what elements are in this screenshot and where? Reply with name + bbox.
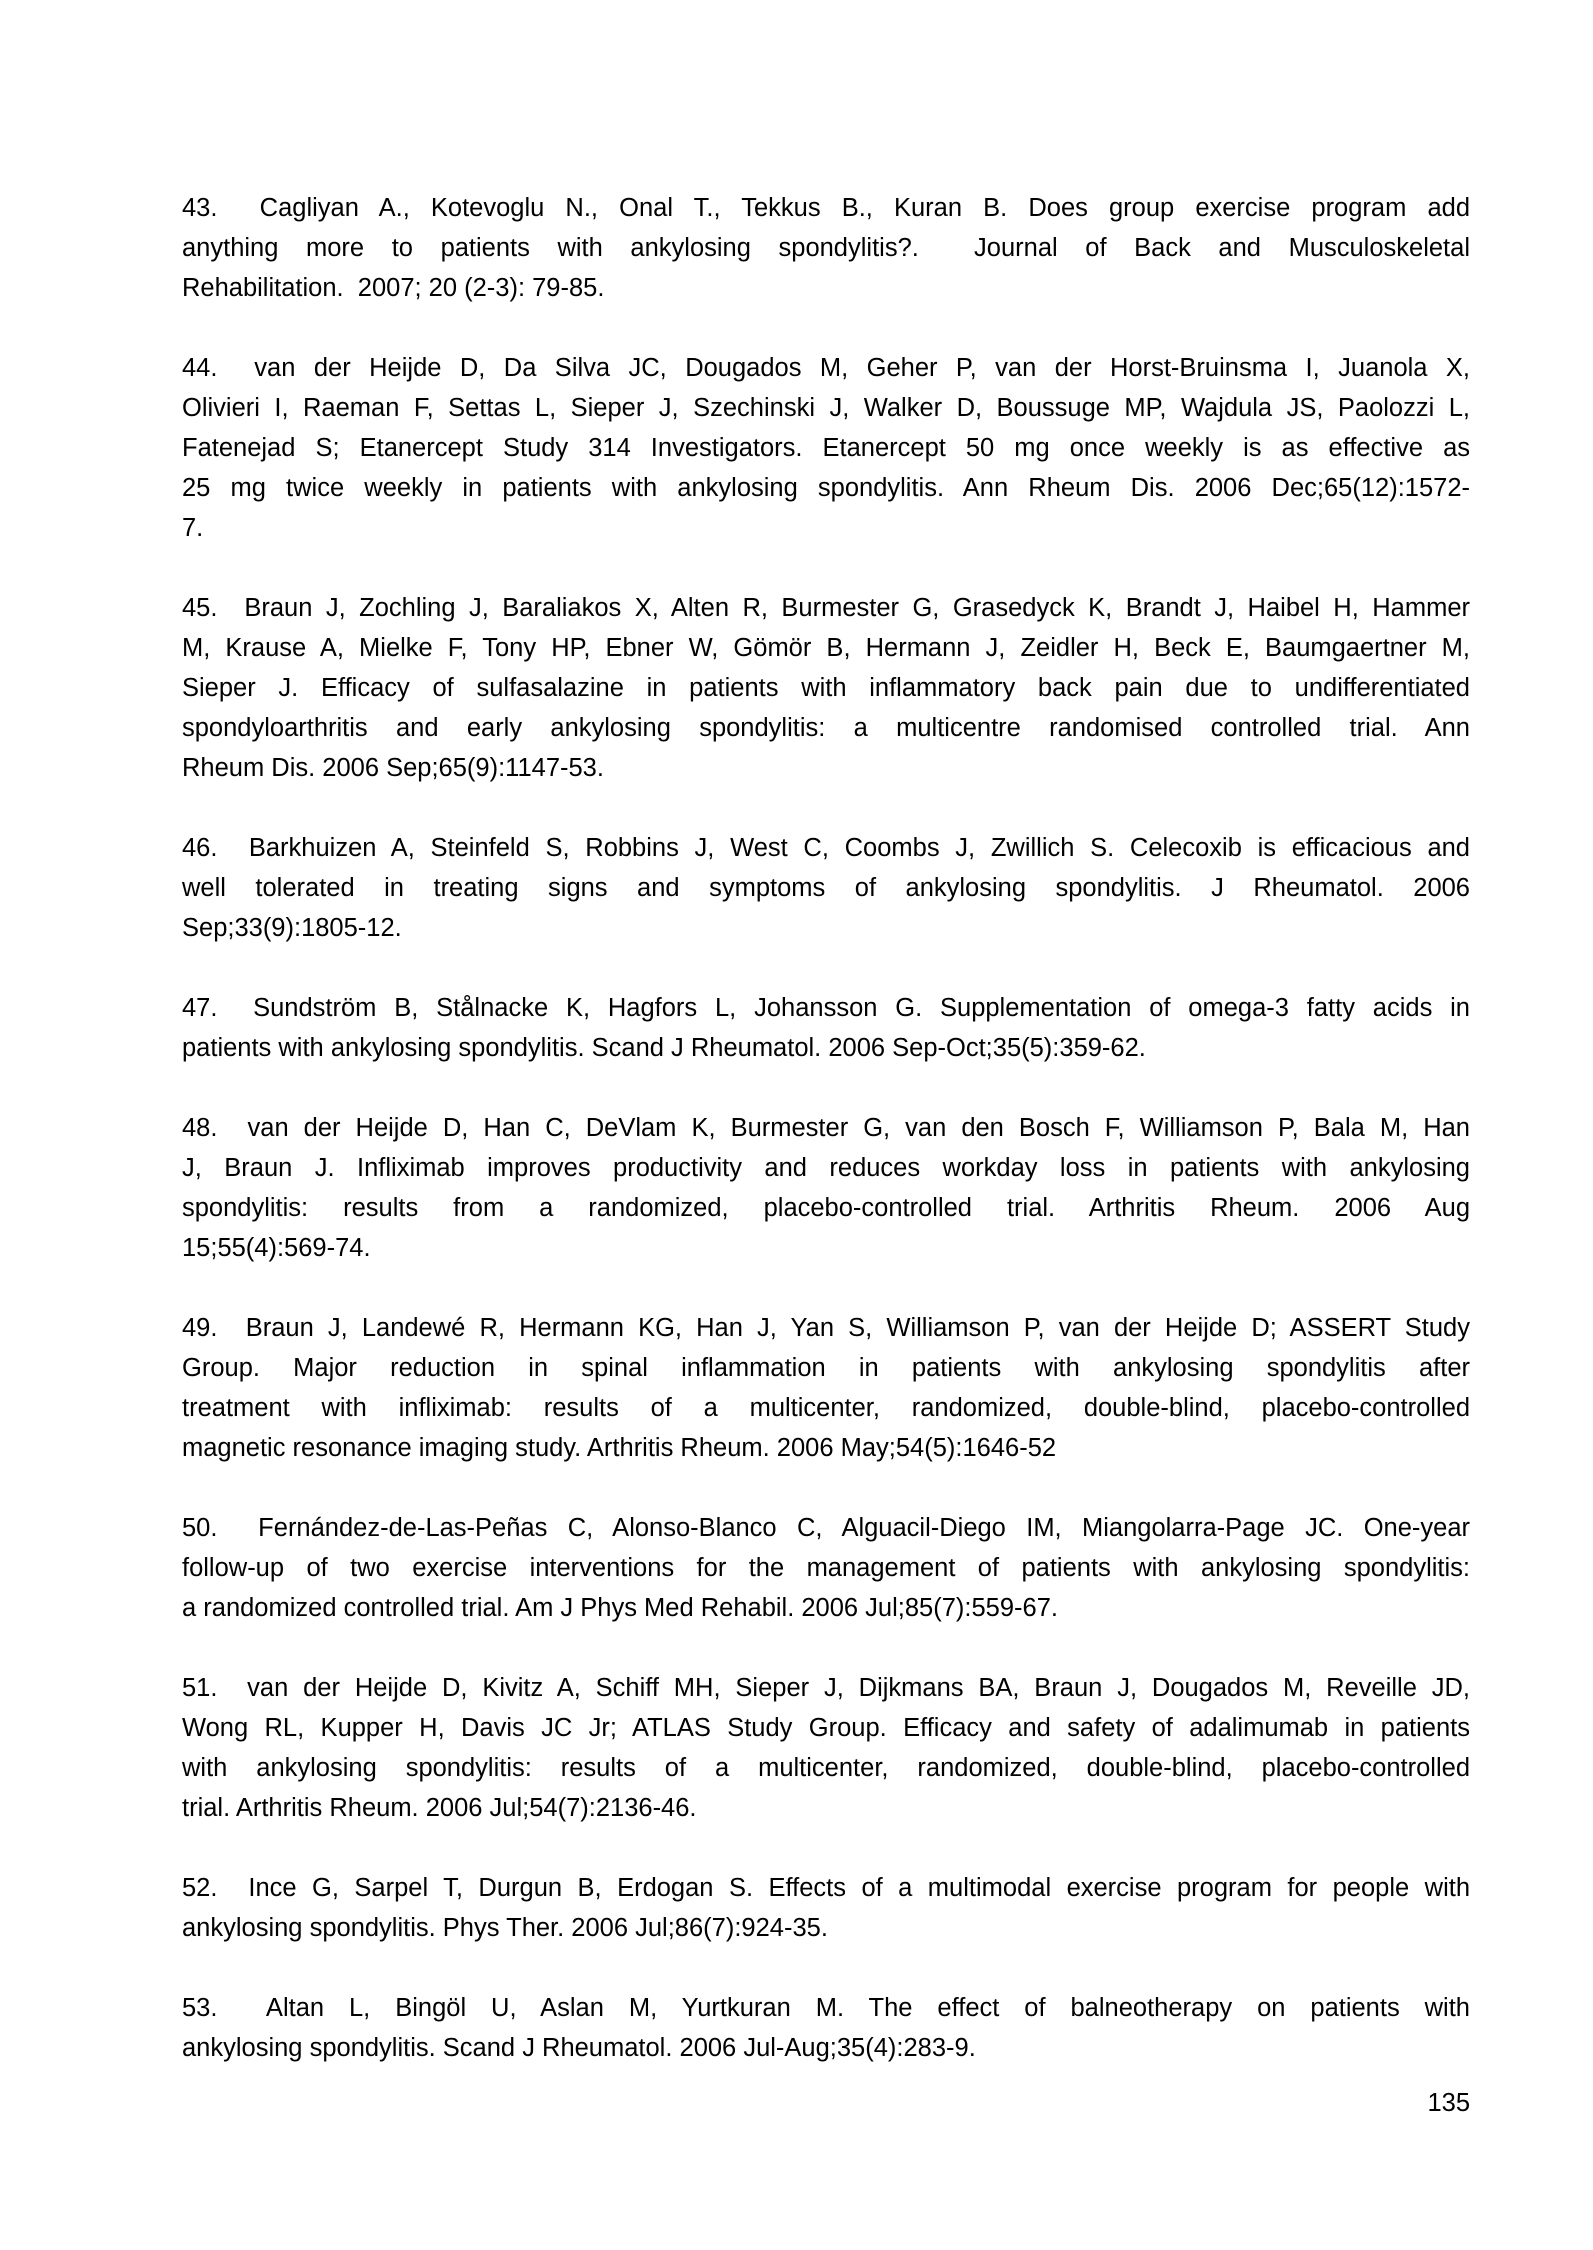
- reference-line: 25 mg twice weekly in patients with ankylosing spondylitis. Ann Rheum Dis. 2006 Dec;65(12):1572-: [182, 474, 1470, 502]
- reference-line: patients with ankylosing spondylitis. Scand J Rheumatol. 2006 Sep-Oct;35(5):359-62.: [182, 1034, 1146, 1062]
- reference-item-52: [182, 1868, 1470, 1948]
- reference-line: 52. Ince G, Sarpel T, Durgun B, Erdogan S. Effects of a multimodal exercise program for people with: [182, 1874, 1470, 1902]
- reference-item-53: [182, 1988, 1470, 2068]
- reference-line: 47. Sundström B, Stålnacke K, Hagfors L, Johansson G. Supplementation of omega-3 fatty acids in: [182, 994, 1470, 1022]
- reference-line: Olivieri I, Raeman F, Settas L, Sieper J, Szechinski J, Walker D, Boussuge MP, Wajdula JS, Paolozzi L,: [182, 394, 1470, 422]
- reference-item-51: [182, 1668, 1470, 1828]
- reference-line: spondyloarthritis and early ankylosing spondylitis: a multicentre randomised controlled trial. Ann: [182, 714, 1470, 742]
- reference-item-44: [182, 348, 1470, 548]
- reference-line: Fatenejad S; Etanercept Study 314 Investigators. Etanercept 50 mg once weekly is as effective as: [182, 434, 1470, 462]
- reference-item-49: [182, 1308, 1470, 1468]
- reference-line: follow-up of two exercise interventions for the management of patients with ankylosing spondylitis:: [182, 1554, 1470, 1582]
- reference-item-43: [182, 188, 1470, 308]
- reference-line: spondylitis: results from a randomized, placebo-controlled trial. Arthritis Rheum. 2006 Aug: [182, 1194, 1470, 1222]
- reference-item-50: [182, 1508, 1470, 1628]
- reference-line: 15;55(4):569-74.: [182, 1234, 371, 1262]
- reference-item-48: [182, 1108, 1470, 1268]
- reference-line: 46. Barkhuizen A, Steinfeld S, Robbins J, West C, Coombs J, Zwillich S. Celecoxib is efficacious and: [182, 834, 1470, 862]
- reference-line: Rheum Dis. 2006 Sep;65(9):1147-53.: [182, 754, 604, 782]
- reference-line: 53. Altan L, Bingöl U, Aslan M, Yurtkuran M. The effect of balneotherapy on patients with: [182, 1994, 1470, 2022]
- reference-line: Sieper J. Efficacy of sulfasalazine in patients with inflammatory back pain due to undifferentiated: [182, 674, 1470, 702]
- reference-line: Rehabilitation. 2007; 20 (2-3): 79-85.: [182, 274, 605, 302]
- reference-item-47: [182, 988, 1470, 1068]
- reference-line: 44. van der Heijde D, Da Silva JC, Dougados M, Geher P, van der Horst-Bruinsma I, Juanola X,: [182, 354, 1470, 382]
- reference-item-46: [182, 828, 1470, 948]
- reference-line: with ankylosing spondylitis: results of a multicenter, randomized, double-blind, placebo-controlled: [182, 1754, 1470, 1782]
- page-number: 135: [1427, 2089, 1470, 2117]
- reference-line: ankylosing spondylitis. Scand J Rheumatol. 2006 Jul-Aug;35(4):283-9.: [182, 2034, 976, 2062]
- reference-line: M, Krause A, Mielke F, Tony HP, Ebner W, Gömör B, Hermann J, Zeidler H, Beck E, Baumgaertner M,: [182, 634, 1470, 662]
- reference-line: 7.: [182, 514, 204, 542]
- reference-line: a randomized controlled trial. Am J Phys Med Rehabil. 2006 Jul;85(7):559-67.: [182, 1594, 1058, 1622]
- reference-line: Wong RL, Kupper H, Davis JC Jr; ATLAS Study Group. Efficacy and safety of adalimumab in patients: [182, 1714, 1470, 1742]
- reference-line: 49. Braun J, Landewé R, Hermann KG, Han J, Yan S, Williamson P, van der Heijde D; ASSERT Study: [182, 1314, 1470, 1342]
- reference-line: 48. van der Heijde D, Han C, DeVlam K, Burmester G, van den Bosch F, Williamson P, Bala M, Han: [182, 1114, 1470, 1142]
- reference-line: Sep;33(9):1805-12.: [182, 914, 402, 942]
- reference-line: trial. Arthritis Rheum. 2006 Jul;54(7):2136-46.: [182, 1794, 697, 1822]
- reference-line: 50. Fernández-de-Las-Peñas C, Alonso-Blanco C, Alguacil-Diego IM, Miangolarra-Page JC. One-year: [182, 1514, 1470, 1542]
- reference-line: J, Braun J. Infliximab improves productivity and reduces workday loss in patients with ankylosing: [182, 1154, 1470, 1182]
- reference-line: magnetic resonance imaging study. Arthritis Rheum. 2006 May;54(5):1646-52: [182, 1434, 1057, 1462]
- reference-item-45: [182, 588, 1470, 788]
- reference-line: 45. Braun J, Zochling J, Baraliakos X, Alten R, Burmester G, Grasedyck K, Brandt J, Haibel H, Hammer: [182, 594, 1470, 622]
- reference-line: ankylosing spondylitis. Phys Ther. 2006 Jul;86(7):924-35.: [182, 1914, 828, 1942]
- reference-line: 43. Cagliyan A., Kotevoglu N., Onal T., Tekkus B., Kuran B. Does group exercise program add: [182, 194, 1470, 222]
- reference-line: Group. Major reduction in spinal inflammation in patients with ankylosing spondylitis after: [182, 1354, 1470, 1382]
- reference-line: anything more to patients with ankylosing spondylitis?. Journal of Back and Musculoskeletal: [182, 234, 1470, 262]
- reference-line: 51. van der Heijde D, Kivitz A, Schiff MH, Sieper J, Dijkmans BA, Braun J, Dougados M, Reveille JD,: [182, 1674, 1470, 1702]
- references-list: [182, 188, 1470, 2108]
- reference-line: treatment with infliximab: results of a multicenter, randomized, double-blind, placebo-controlled: [182, 1394, 1470, 1422]
- reference-line: well tolerated in treating signs and symptoms of ankylosing spondylitis. J Rheumatol. 2006: [182, 874, 1470, 902]
